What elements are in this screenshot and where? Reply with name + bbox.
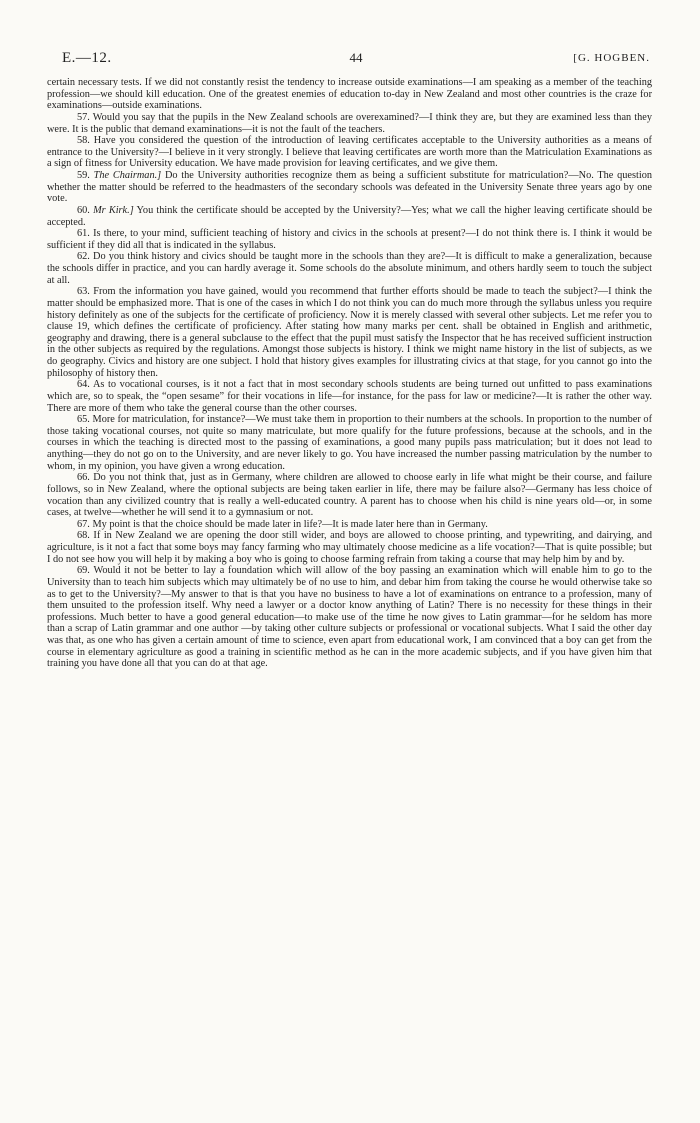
question-number: 59. <box>77 170 90 181</box>
paragraph: certain necessary tests. If we did not constantly resist the tendency to increase outside examinations—I am speaking as a member of the teaching profession—we should kill education. One of the greatest enemies of education to-day in New Zealand and most other countries is the craze for examinations—outside examinations. <box>47 77 652 112</box>
paragraph <box>47 170 652 205</box>
page-number: 44 <box>349 50 363 65</box>
question-number: 60. <box>77 204 90 216</box>
paragraph: 68. If in New Zealand we are opening the door still wider, and boys are allowed to choose printing, and typewriting, and dairying, and agriculture, is it not a fact that some boys may fancy farming who may ultimately choose medicine as a life vocation?—That is quite possible; but I do not see how you will help it by making a boy who is going to choose farming refrain from taking a course that may help him by and by. <box>47 530 652 565</box>
paragraph: 61. Is there, to your mind, sufficient teaching of history and civics in the schools at present?—I do not think there is. I think it would be sufficient if they did all that is indicated in the syllabus. <box>47 228 652 251</box>
speaker-label: Mr Kirk.] <box>93 204 134 216</box>
paragraph <box>47 205 652 228</box>
paragraph: 62. Do you think history and civics should be taught more in the schools than they are?—It is difficult to make a generalization, because the schools differ in practice, and you can hardly average it. Some schools do the absolute minimum, and others hardly seem to touch the subject at all. <box>47 251 652 286</box>
body-text <box>47 77 652 670</box>
paragraph: 63. From the information you have gained, would you recommend that further efforts should be made to teach the subject?—I think the matter should be emphasized more. That is one of the cases in which I do not think you can do much more through the syllabus unless you require history definitely as one of the subjects for the certificate of proficiency. Now it is merely classed with several other subjects. Let me refer you to clause 19, which defines the certificate of proficiency. After stating how many marks per cent. shall be obtained in English and arithmetic, geography and drawing, there is a general subclause to the effect that the pupil must satisfy the Inspector that he has received sufficient instruction in the other subjects as required by the regulations. Amongst those subjects is history. I think we might name history in the list of subjects, as we do geography. Civics and history are one subject. I hold that history gives examples for illustrating civics at that stage, for you cannot go into the philosophy of history then. <box>47 286 652 379</box>
paragraph: 69. Would it not be better to lay a foundation which will allow of the boy passing an examination which will enable him to go to the University than to teach him subjects which may ultimately be of no use to him, and debar him from taking the course he would otherwise take so as to get to the University?—My answer to that is that you have no business to have a lot of examinations on entrance to a profession, many of them unsuited to the profession itself. Why need a lawyer or a doctor know anything of Latin? There is no necessity for these things in their professions. Much better to have a good general education—to make use of the time he now gives to Latin grammar—for he seldom has more than a scrap of Latin grammar and one author —by taking other culture subjects or professional or vocational subjects. What I said the other day was that, as one who has given a certain amount of time to science, even apart from educational work, I am convinced that a boy can get from the course in elementary agriculture as good a training in scientific method as he can in the more academic subjects, and if you have given him that training you have done all that you can do at that age. <box>47 565 652 670</box>
paragraph: 67. My point is that the choice should be made later in life?—It is made later here than in Germany. <box>77 518 488 530</box>
paragraph: 65. More for matriculation, for instance?—We must take them in proportion to their numbers at the schools. In proportion to the number of those taking vocational courses, not quite so many matriculate, but more qualify for the future professions, because at the schools, and in the courses in which the teaching is directed most to the passing of examinations, a good many pupils pass matriculation; but it does not lead to anything—they do not go on to the University, and are never likely to go. You have increased the number passing matriculation by the number to whom, in my opinion, you have given a wrong education. <box>47 414 652 472</box>
speaker-label: The Chairman.] <box>93 170 162 181</box>
paragraph: 58. Have you considered the question of the introduction of leaving certificates acceptable to the University authorities as a means of entrance to the University?—I believe in it very strongly. I believe that leaving certificates are worth more than the Matriculation Examinations as a sign of fitness for University education. We have made provision for leaving certificates, and we give them. <box>47 135 652 170</box>
witness-name: [G. HOGBEN. <box>573 52 650 64</box>
paragraph: 66. Do you not think that, just as in Germany, where children are allowed to choose early in life what might be their course, and failure follows, so in New Zealand, where the optional subjects are being taken earlier in life, there may be failure also?—Germany has less choice of vocation than any civilized country that is really a well-educated country. A parent has to choose when his child is nine years old—or, in some cases, at twelve—whether he will send it to a gymnasium or not. <box>47 472 652 519</box>
page-header <box>62 50 650 70</box>
paragraph: 64. As to vocational courses, is it not a fact that in most secondary schools students are being turned out unfitted to pass examinations which are, so to speak, the “open sesame” for their vocations in life—for instance, for the pass for law or medicine?—It is rather the other way. There are more of them who take the general course than the other courses. <box>47 379 652 414</box>
paragraph-text: Do the University authorities recognize them as being a sufficient substitute for matriculation?—No. The question whether the matter should be referred to the headmasters of the secondary schools was defeated in the University Senate three years ago by one vote. <box>47 170 653 205</box>
paragraph: 57. Would you say that the pupils in the New Zealand schools are overexamined?—I think they are, but they are examined less than they were. It is the public that demand examinations—it is not the fault of the teachers. <box>47 111 652 135</box>
document-reference: E.—12. <box>62 50 112 66</box>
paragraph-text: You think the certificate should be accepted by the University?—Yes; what we call the higher leaving certificate should be accepted. <box>47 204 653 228</box>
